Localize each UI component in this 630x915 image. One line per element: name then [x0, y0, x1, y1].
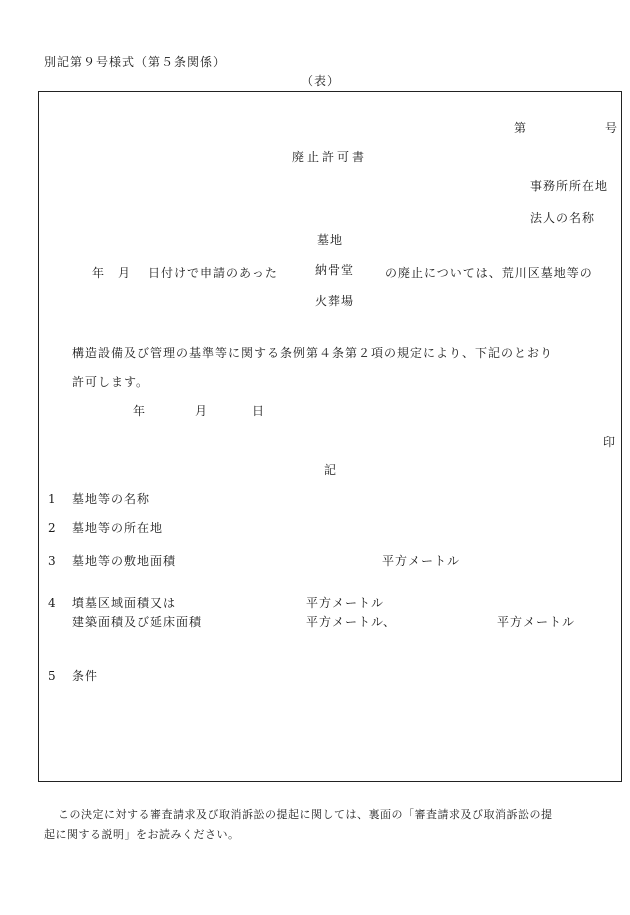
body-line-3: 許可します。: [72, 375, 150, 389]
facility-option-cemetery: 墓地: [317, 233, 344, 247]
item-4-label-b: 建築面積及び延床面積: [72, 615, 203, 629]
item-2-label: 墓地等の所在地: [72, 521, 164, 535]
facility-option-crematorium: 火葬場: [315, 294, 355, 308]
facility-option-ossuary: 納骨堂: [315, 263, 355, 277]
issue-day: 日: [252, 404, 266, 418]
office-address-label: 事務所所在地: [530, 179, 609, 193]
item-3-number: 3: [48, 554, 57, 568]
item-1-number: 1: [48, 492, 57, 506]
permit-frame: [38, 91, 622, 782]
seal-mark: 印: [603, 435, 617, 449]
item-3-label: 墓地等の敷地面積: [72, 554, 177, 568]
ki-heading: 記: [324, 463, 338, 477]
form-label: 別記第９号様式（第５条関係）: [44, 55, 227, 69]
number-go: 号: [605, 121, 619, 135]
dated-application: 日付けで申請のあった: [148, 266, 278, 280]
item-4-label-a: 墳墓区域面積又は: [72, 596, 177, 610]
item-4-unit-b2: 平方メートル: [497, 615, 576, 629]
footer-note-line-2: 起に関する説明」をお読みください。: [44, 828, 240, 841]
item-5-number: 5: [48, 669, 57, 683]
corp-name-label: 法人の名称: [530, 211, 596, 225]
item-2-number: 2: [48, 521, 57, 535]
permit-title: 廃止許可書: [292, 150, 368, 164]
item-3-unit: 平方メートル: [382, 554, 461, 568]
body-line-2: 構造設備及び管理の基準等に関する条例第４条第２項の規定により、下記のとおり: [72, 346, 554, 360]
issue-year: 年: [133, 404, 147, 418]
number-dai: 第: [514, 121, 528, 135]
side-label: （表）: [301, 74, 341, 88]
item-4-unit-b1: 平方メートル、: [306, 615, 397, 629]
date-month: 月: [118, 266, 132, 280]
item-5-label: 条件: [72, 669, 99, 683]
item-1-label: 墓地等の名称: [72, 492, 151, 506]
date-year: 年: [92, 266, 106, 280]
issue-month: 月: [195, 404, 209, 418]
abolition-suffix: の廃止については、荒川区墓地等の: [385, 266, 593, 280]
item-4-unit-a: 平方メートル: [306, 596, 385, 610]
item-4-number: 4: [48, 596, 57, 610]
footer-note-line-1: この決定に対する審査請求及び取消訴訟の提起に関しては、裏面の「審査請求及び取消訴訟の提: [58, 808, 553, 821]
